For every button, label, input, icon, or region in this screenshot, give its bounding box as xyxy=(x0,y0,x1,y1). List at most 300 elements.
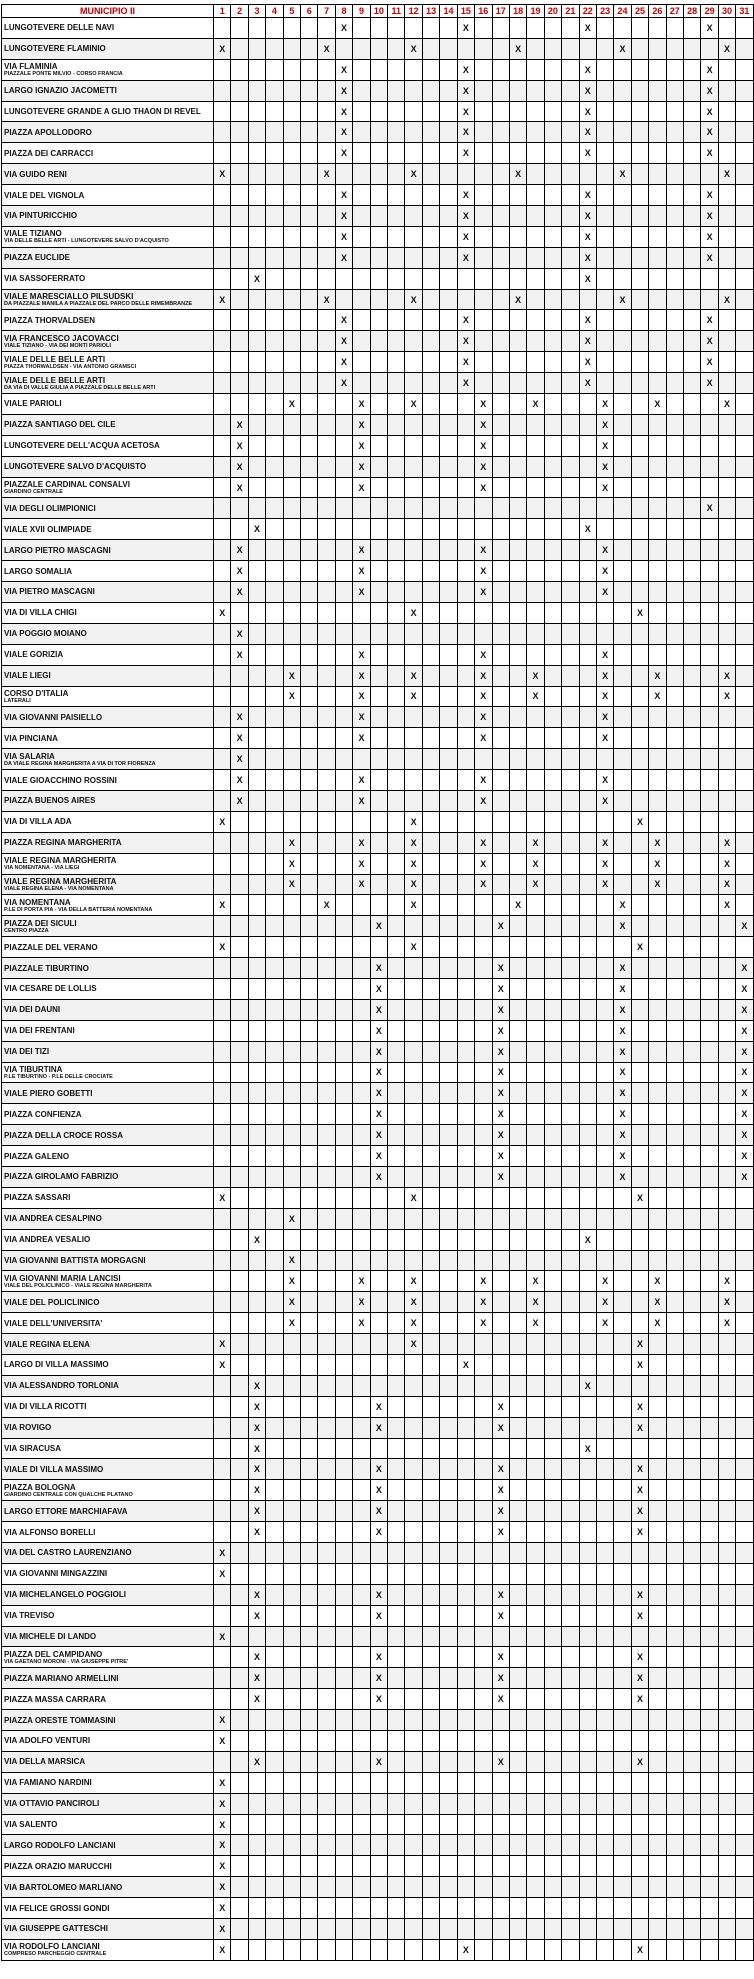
day-cell xyxy=(509,1166,526,1187)
day-header: 1 xyxy=(214,5,231,18)
day-cell xyxy=(596,561,613,582)
day-cell xyxy=(579,1041,596,1062)
day-cell xyxy=(231,1104,248,1125)
day-cell xyxy=(353,1104,370,1125)
day-cell xyxy=(301,1208,318,1229)
day-cell xyxy=(370,1417,387,1438)
day-cell xyxy=(579,1271,596,1292)
day-cell xyxy=(231,1041,248,1062)
day-cell xyxy=(596,1605,613,1626)
day-cell xyxy=(422,916,439,937)
day-cell xyxy=(353,1187,370,1208)
day-cell xyxy=(492,1877,509,1898)
day-cell xyxy=(440,289,457,310)
day-cell xyxy=(666,289,683,310)
day-cell xyxy=(596,1313,613,1334)
day-cell xyxy=(266,1020,283,1041)
street-name: VIA FAMIANO NARDINI xyxy=(4,1778,92,1788)
day-cell xyxy=(388,1751,405,1772)
day-cell xyxy=(231,978,248,999)
street-name: VIA DI VILLA CHIGI xyxy=(4,608,77,618)
day-cell xyxy=(562,707,579,728)
day-cell xyxy=(370,1062,387,1083)
day-cell xyxy=(370,226,387,247)
day-cell xyxy=(509,456,526,477)
street-cell xyxy=(2,80,214,101)
scheduled-mark: X xyxy=(288,837,295,848)
day-cell xyxy=(683,206,700,227)
day-cell xyxy=(405,414,422,435)
day-cell xyxy=(718,665,735,686)
day-cell xyxy=(562,143,579,164)
day-cell xyxy=(509,1438,526,1459)
day-cell xyxy=(440,644,457,665)
day-cell xyxy=(596,247,613,268)
day-cell xyxy=(683,1104,700,1125)
day-cell xyxy=(318,38,335,59)
day-cell xyxy=(335,1438,352,1459)
day-cell xyxy=(353,143,370,164)
street-cell xyxy=(2,1751,214,1772)
scheduled-mark: X xyxy=(654,670,661,681)
street-row xyxy=(2,874,754,895)
day-cell xyxy=(614,1375,631,1396)
day-cell xyxy=(562,1062,579,1083)
scheduled-mark: X xyxy=(323,169,330,180)
scheduled-mark: X xyxy=(532,670,539,681)
day-cell xyxy=(353,289,370,310)
day-cell xyxy=(683,164,700,185)
day-cell xyxy=(388,1104,405,1125)
day-cell xyxy=(544,1020,561,1041)
street-row xyxy=(2,958,754,979)
day-cell xyxy=(509,1083,526,1104)
day-cell xyxy=(631,1208,648,1229)
day-cell xyxy=(596,1689,613,1710)
day-cell xyxy=(736,185,753,206)
day-cell xyxy=(301,790,318,811)
scheduled-mark: X xyxy=(358,566,365,577)
day-cell xyxy=(422,143,439,164)
day-cell xyxy=(214,1480,231,1501)
day-header: 30 xyxy=(718,5,735,18)
day-cell xyxy=(457,1229,474,1250)
day-cell xyxy=(457,331,474,352)
day-cell xyxy=(440,1104,457,1125)
day-cell xyxy=(527,1250,544,1271)
scheduled-mark: X xyxy=(706,503,713,514)
day-cell xyxy=(231,1814,248,1835)
day-cell xyxy=(475,1877,492,1898)
street-name: VIA ANDREA CESALPINO xyxy=(4,1214,102,1224)
day-cell xyxy=(718,686,735,707)
day-cell xyxy=(562,1187,579,1208)
day-cell xyxy=(283,519,300,540)
day-cell xyxy=(214,122,231,143)
day-cell xyxy=(422,1334,439,1355)
scheduled-mark: X xyxy=(497,1025,504,1036)
day-header: 11 xyxy=(388,5,405,18)
day-cell xyxy=(631,164,648,185)
day-cell xyxy=(562,206,579,227)
scheduled-mark: X xyxy=(254,1443,261,1454)
day-cell xyxy=(318,1522,335,1543)
day-cell xyxy=(683,331,700,352)
street-row xyxy=(2,1919,754,1940)
day-cell xyxy=(596,1626,613,1647)
day-cell xyxy=(509,1020,526,1041)
day-header: 29 xyxy=(701,5,718,18)
day-cell xyxy=(509,916,526,937)
scheduled-mark: X xyxy=(236,649,243,660)
day-cell xyxy=(718,1543,735,1564)
day-cell xyxy=(231,1480,248,1501)
day-cell xyxy=(440,874,457,895)
day-cell xyxy=(544,1396,561,1417)
day-cell xyxy=(248,226,265,247)
street-row xyxy=(2,1710,754,1731)
scheduled-mark: X xyxy=(584,106,591,117)
day-cell xyxy=(736,164,753,185)
street-name: VIA CESARE DE LOLLIS xyxy=(4,984,97,994)
day-cell xyxy=(388,1480,405,1501)
day-cell xyxy=(631,185,648,206)
day-cell xyxy=(457,289,474,310)
day-cell xyxy=(701,1480,718,1501)
day-cell xyxy=(405,1187,422,1208)
day-cell xyxy=(214,1104,231,1125)
day-cell xyxy=(544,394,561,415)
day-cell xyxy=(475,1772,492,1793)
day-cell xyxy=(614,352,631,373)
day-cell xyxy=(214,1292,231,1313)
day-cell xyxy=(440,18,457,39)
day-cell xyxy=(666,540,683,561)
day-cell xyxy=(231,1689,248,1710)
day-cell xyxy=(440,728,457,749)
day-cell xyxy=(214,602,231,623)
day-cell xyxy=(353,1522,370,1543)
scheduled-mark: X xyxy=(462,1359,469,1370)
day-cell xyxy=(266,1062,283,1083)
day-cell xyxy=(353,1459,370,1480)
day-cell xyxy=(631,686,648,707)
day-cell xyxy=(666,394,683,415)
day-cell xyxy=(370,435,387,456)
street-name: PIAZZA THORVALDSEN xyxy=(4,315,95,325)
day-cell xyxy=(388,122,405,143)
day-cell xyxy=(492,561,509,582)
day-cell xyxy=(301,1292,318,1313)
day-cell xyxy=(562,1919,579,1940)
day-cell xyxy=(701,414,718,435)
street-cell xyxy=(2,101,214,122)
day-cell xyxy=(562,1835,579,1856)
street-row xyxy=(2,1187,754,1208)
scheduled-mark: X xyxy=(375,1088,382,1099)
day-cell xyxy=(736,602,753,623)
day-cell xyxy=(301,1835,318,1856)
day-cell xyxy=(596,435,613,456)
scheduled-mark: X xyxy=(584,127,591,138)
scheduled-mark: X xyxy=(602,1318,609,1329)
day-cell xyxy=(683,832,700,853)
day-cell xyxy=(666,1229,683,1250)
day-cell xyxy=(666,1919,683,1940)
scheduled-mark: X xyxy=(532,1276,539,1287)
day-cell xyxy=(457,1751,474,1772)
day-cell xyxy=(405,331,422,352)
day-cell xyxy=(596,1731,613,1752)
day-cell xyxy=(579,1647,596,1668)
day-cell xyxy=(544,602,561,623)
day-header: 9 xyxy=(353,5,370,18)
day-cell xyxy=(405,247,422,268)
day-cell xyxy=(266,435,283,456)
scheduled-mark: X xyxy=(462,127,469,138)
day-cell xyxy=(649,1083,666,1104)
day-cell xyxy=(266,1668,283,1689)
day-cell xyxy=(405,728,422,749)
day-cell xyxy=(248,582,265,603)
day-cell xyxy=(492,414,509,435)
day-cell xyxy=(353,1793,370,1814)
day-cell xyxy=(492,352,509,373)
day-cell xyxy=(422,1146,439,1167)
day-cell xyxy=(283,895,300,916)
day-cell xyxy=(666,582,683,603)
day-cell xyxy=(301,185,318,206)
day-cell xyxy=(318,582,335,603)
day-cell xyxy=(388,874,405,895)
day-cell xyxy=(527,38,544,59)
day-cell xyxy=(370,602,387,623)
scheduled-mark: X xyxy=(602,461,609,472)
day-cell xyxy=(457,101,474,122)
day-cell xyxy=(614,394,631,415)
street-row xyxy=(2,895,754,916)
street-row xyxy=(2,832,754,853)
day-cell xyxy=(579,602,596,623)
scheduled-mark: X xyxy=(219,1798,226,1809)
day-cell xyxy=(614,1396,631,1417)
day-cell xyxy=(649,811,666,832)
street-cell xyxy=(2,540,214,561)
day-cell xyxy=(475,1417,492,1438)
day-cell xyxy=(718,1563,735,1584)
day-cell xyxy=(440,790,457,811)
day-cell xyxy=(388,1187,405,1208)
day-cell xyxy=(248,978,265,999)
day-cell xyxy=(335,790,352,811)
scheduled-mark: X xyxy=(462,148,469,159)
scheduled-mark: X xyxy=(288,691,295,702)
scheduled-mark: X xyxy=(288,1213,295,1224)
day-cell xyxy=(509,999,526,1020)
day-cell xyxy=(405,1375,422,1396)
scheduled-mark: X xyxy=(497,1464,504,1475)
day-cell xyxy=(701,1083,718,1104)
day-cell xyxy=(631,1396,648,1417)
day-cell xyxy=(318,958,335,979)
day-cell xyxy=(457,1856,474,1877)
day-cell xyxy=(562,1793,579,1814)
day-cell xyxy=(353,561,370,582)
day-cell xyxy=(370,1563,387,1584)
day-cell xyxy=(614,226,631,247)
street-row xyxy=(2,80,754,101)
day-cell xyxy=(614,707,631,728)
street-cell xyxy=(2,1522,214,1543)
scheduled-mark: X xyxy=(636,1359,643,1370)
day-cell xyxy=(248,1020,265,1041)
day-cell xyxy=(388,623,405,644)
scheduled-mark: X xyxy=(532,879,539,890)
day-cell xyxy=(440,310,457,331)
day-cell xyxy=(683,1793,700,1814)
day-cell xyxy=(214,1271,231,1292)
day-cell xyxy=(422,1731,439,1752)
day-cell xyxy=(527,958,544,979)
day-cell xyxy=(562,1166,579,1187)
day-cell xyxy=(475,1835,492,1856)
day-cell xyxy=(614,1041,631,1062)
scheduled-mark: X xyxy=(219,1547,226,1558)
day-cell xyxy=(353,1919,370,1940)
day-cell xyxy=(492,1856,509,1877)
day-cell xyxy=(631,1229,648,1250)
street-subtitle: VIA DELLE BELLE ARTI - LUNGOTEVERE SALVO D'ACQUISTO xyxy=(4,238,169,245)
day-cell xyxy=(301,1166,318,1187)
street-row xyxy=(2,1083,754,1104)
scheduled-mark: X xyxy=(410,169,417,180)
day-cell xyxy=(492,1271,509,1292)
day-cell xyxy=(666,999,683,1020)
day-cell xyxy=(736,1313,753,1334)
day-cell xyxy=(718,289,735,310)
day-cell xyxy=(736,665,753,686)
day-cell xyxy=(562,373,579,394)
day-cell xyxy=(527,1438,544,1459)
day-cell xyxy=(335,958,352,979)
day-cell xyxy=(266,456,283,477)
scheduled-mark: X xyxy=(741,1067,748,1078)
day-cell xyxy=(335,477,352,498)
street-cell xyxy=(2,958,214,979)
day-cell xyxy=(231,1166,248,1187)
day-cell xyxy=(579,1125,596,1146)
day-cell xyxy=(388,1877,405,1898)
day-cell xyxy=(318,1125,335,1146)
day-cell xyxy=(544,1522,561,1543)
day-cell xyxy=(335,1104,352,1125)
day-cell xyxy=(440,1522,457,1543)
scheduled-mark: X xyxy=(375,963,382,974)
day-cell xyxy=(388,1689,405,1710)
day-cell xyxy=(701,456,718,477)
day-cell xyxy=(492,582,509,603)
day-cell xyxy=(475,1751,492,1772)
day-cell xyxy=(649,1919,666,1940)
day-cell xyxy=(301,895,318,916)
day-cell xyxy=(649,874,666,895)
street-row xyxy=(2,623,754,644)
day-cell xyxy=(248,1292,265,1313)
day-cell xyxy=(214,80,231,101)
day-cell xyxy=(283,1563,300,1584)
day-cell xyxy=(231,1898,248,1919)
day-cell xyxy=(335,1751,352,1772)
day-cell xyxy=(422,1877,439,1898)
day-cell xyxy=(214,1731,231,1752)
day-cell xyxy=(266,1939,283,1960)
scheduled-mark: X xyxy=(636,607,643,618)
day-cell xyxy=(492,1919,509,1940)
day-cell xyxy=(283,749,300,770)
street-subtitle: DA PIAZZALE MANILA A PIAZZALE DEL PARCO DELLE RIMEMBRANZE xyxy=(4,301,193,308)
day-cell xyxy=(631,790,648,811)
day-cell xyxy=(736,310,753,331)
day-cell xyxy=(631,1334,648,1355)
day-cell xyxy=(701,1208,718,1229)
day-cell xyxy=(318,1898,335,1919)
scheduled-mark: X xyxy=(584,64,591,75)
day-cell xyxy=(231,1375,248,1396)
day-cell xyxy=(492,38,509,59)
day-cell xyxy=(527,206,544,227)
day-cell xyxy=(527,122,544,143)
day-cell xyxy=(527,1543,544,1564)
day-cell xyxy=(631,1919,648,1940)
day-cell xyxy=(283,582,300,603)
street-name: VIA GIUSEPPE GATTESCHI xyxy=(4,1924,109,1934)
day-cell xyxy=(736,749,753,770)
scheduled-mark: X xyxy=(254,1652,261,1663)
street-row xyxy=(2,1647,754,1668)
scheduled-mark: X xyxy=(706,357,713,368)
day-cell xyxy=(422,1459,439,1480)
day-cell xyxy=(736,1020,753,1041)
day-cell xyxy=(214,1229,231,1250)
day-cell xyxy=(666,1856,683,1877)
day-cell xyxy=(509,185,526,206)
street-cell xyxy=(2,1856,214,1877)
scheduled-mark: X xyxy=(219,1882,226,1893)
day-cell xyxy=(405,1563,422,1584)
scheduled-mark: X xyxy=(636,1652,643,1663)
day-cell xyxy=(736,790,753,811)
day-cell xyxy=(388,247,405,268)
scheduled-mark: X xyxy=(654,837,661,848)
day-cell xyxy=(666,895,683,916)
day-cell xyxy=(562,1271,579,1292)
street-name: LARGO SOMALIA xyxy=(4,566,72,576)
street-row xyxy=(2,1313,754,1334)
scheduled-mark: X xyxy=(584,231,591,242)
day-cell xyxy=(214,1334,231,1355)
day-cell xyxy=(701,999,718,1020)
street-subtitle: VIALE DEL POLICLINICO - VIALE REGINA MARGHERITA xyxy=(4,1282,152,1289)
day-cell xyxy=(440,394,457,415)
day-cell xyxy=(457,1731,474,1752)
scheduled-mark: X xyxy=(741,1130,748,1141)
street-name: LARGO IGNAZIO JACOMETTI xyxy=(4,86,117,96)
scheduled-mark: X xyxy=(323,43,330,54)
scheduled-mark: X xyxy=(254,1610,261,1621)
day-cell xyxy=(422,728,439,749)
street-cell xyxy=(2,602,214,623)
day-cell xyxy=(457,519,474,540)
